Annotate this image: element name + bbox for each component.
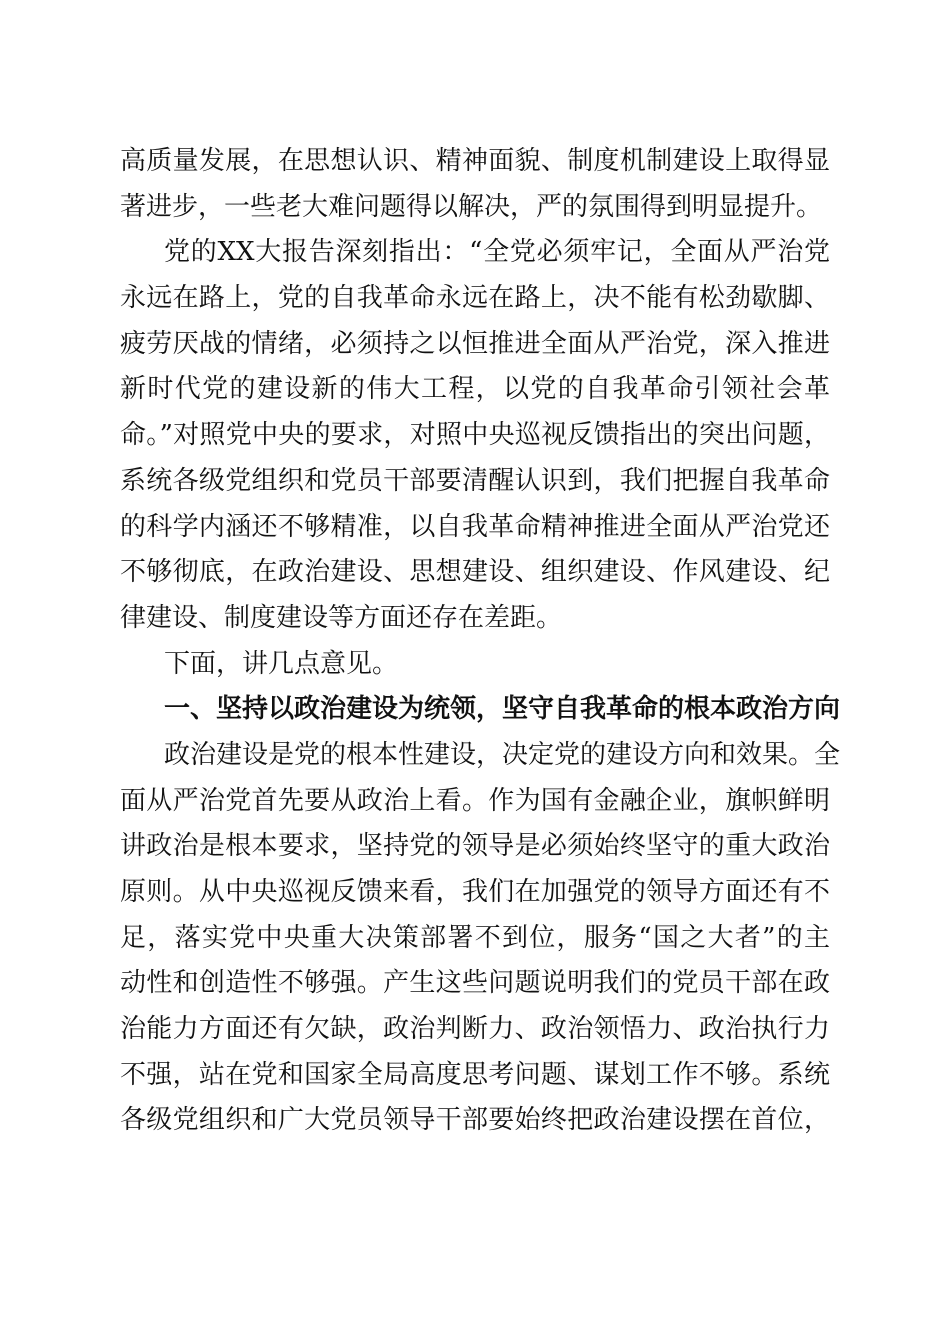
text-line: 律建设、制度建设等方面还存在差距。 xyxy=(120,602,563,633)
text-line: 政治建设是党的根本性建设，决定党的建设方向和效果。全 xyxy=(164,739,841,770)
text-line: 动性和创造性不够强。产生这些问题说明我们的党员干部在政 xyxy=(120,968,830,999)
text-line: 不够彻底，在政治建设、思想建设、组织建设、作风建设、纪 xyxy=(120,557,830,588)
text-line: 治能力方面还有欠缺，政治判断力、政治领悟力、政治执行力 xyxy=(120,1014,830,1045)
text-line: 原则。从中央巡视反馈来看，我们在加强党的领导方面还有不 xyxy=(120,877,830,907)
text-line: 讲政治是根本要求，坚持党的领导是必须始终坚守的重大政治 xyxy=(120,831,830,862)
section-heading xyxy=(120,687,841,733)
paragraph-politics xyxy=(120,733,841,1144)
paragraph-intro xyxy=(120,139,830,230)
text-line: 新时代党的建设新的伟大工程，以党的自我革命引领社会革 xyxy=(120,374,830,405)
text-line: 足，落实党中央重大决策部署不到位，服务“国之大者”的主 xyxy=(120,922,830,953)
section-heading-text: 一、坚持以政治建设为统领，坚守自我革命的根本政治方向 xyxy=(164,694,841,725)
text-line: 面从严治党首先要从政治上看。作为国有金融企业，旗帜鲜明 xyxy=(120,785,830,816)
text-line: 著进步，一些老大难问题得以解决，严的氛围得到明显提升。 xyxy=(120,191,823,222)
paragraph-transition xyxy=(120,642,830,688)
text-line: 疲劳厌战的情绪，必须持之以恒推进全面从严治党，深入推进 xyxy=(120,328,830,359)
document-body xyxy=(120,139,841,1144)
text-line: 永远在路上，党的自我革命永远在路上，决不能有松劲歇脚、 xyxy=(120,283,830,314)
text-line: 系统各级党组织和党员干部要清醒认识到，我们把握自我革命 xyxy=(120,465,830,496)
text-line: 各级党组织和广大党员领导干部要始终把政治建设摆在首位， xyxy=(120,1105,830,1136)
text-line: 命。”对照党中央的要求，对照中央巡视反馈指出的突出问题， xyxy=(120,420,830,451)
text-line: 不强，站在党和国家全局高度思考问题、谋划工作不够。系统 xyxy=(120,1059,830,1090)
paragraph-quote xyxy=(120,230,830,641)
text-line: 下面，讲几点意见。 xyxy=(164,648,399,679)
text-line: 党的XX大报告深刻指出：“全党必须牢记，全面从严治党 xyxy=(164,237,830,268)
text-line: 高质量发展，在思想认识、精神面貌、制度机制建设上取得显 xyxy=(120,146,830,176)
text-line: 的科学内涵还不够精准，以自我革命精神推进全面从严治党还 xyxy=(120,511,830,542)
